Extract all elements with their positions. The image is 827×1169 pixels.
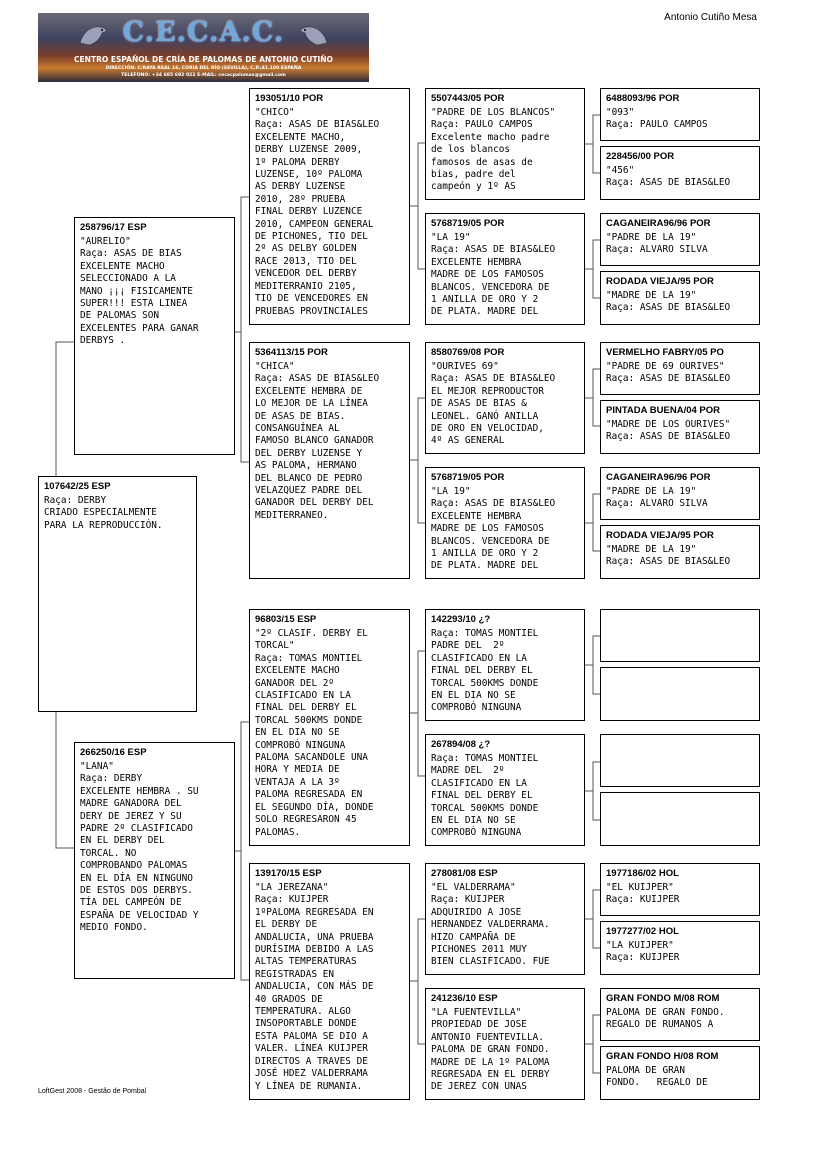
pedigree-card-great-grandparent[interactable]: [425, 213, 585, 325]
card-description: "LA KUIJPER" Raça: KUIJPER: [606, 940, 680, 964]
pedigree-card-ancestor[interactable]: [600, 146, 760, 200]
ring-number: 228456/00 POR: [606, 151, 675, 162]
card-description: "OURIVES 69" Raça: ASAS DE BIAS&LEO EL MEJOR REPRODUCTOR DE ASAS DE BIAS & LEONEL. GANÓ ANILLA DE ORO EN VELOCIDAD, 4º AS GENERAL: [431, 361, 556, 447]
pedigree-card-ancestor[interactable]: [600, 88, 760, 141]
ring-number: 5507443/05 POR: [431, 93, 505, 104]
pedigree-card-dam[interactable]: [74, 742, 235, 979]
card-description: "MADRE DE LA 19" Raça: ASAS DE BIAS&LEO: [606, 544, 731, 568]
pedigree-card-ancestor[interactable]: [600, 342, 760, 395]
ring-number: 6488093/96 POR: [606, 93, 680, 104]
pedigree-card-sire[interactable]: [74, 217, 235, 455]
card-description: Raça: TOMAS MONTIEL PADRE DEL 2º CLASIFICADO EN LA FINAL DEL DERBY EL TORCAL 500KMS DONDE EN EL DIA NO SE COMPROBÓ NINGUNA: [431, 628, 539, 714]
card-description: PALOMA DE GRAN FONDO. REGALO DE RUMANOS A: [606, 1007, 725, 1031]
ring-number: 258796/17 ESP: [80, 222, 147, 233]
pedigree-card-subject[interactable]: [38, 476, 197, 712]
card-description: "LA JEREZANA" Raça: KUIJPER 1ºPALOMA REGRESADA EN EL DERBY DE ANDALUCIA, UNA PRUEBA DURÍSIMA DEBIDO A LAS ALTAS TEMPERATURAS REGISTRADAS EN ANDALUCIA, CON MÁS DE 40 GRADOS DE TEMPERATURA. ALGO INSOPORTABLE DONDE ESTA PALOMA SE DIO A VALER. LÍNEA KUIJPER DIRECTOS A TRAVES DE JOSÉ HDEZ VALDERRAMA Y LÍNEA DE RUMANIA.: [255, 882, 374, 1092]
pedigree-card-grandparent[interactable]: [249, 863, 410, 1100]
ring-number: 1977277/02 HOL: [606, 926, 679, 937]
card-description: "EL KUIJPER" Raça: KUIJPER: [606, 882, 680, 906]
banner-address: DIRECCIÓN: C/RAYA REAL 16, CORIA DEL RÍO (SEVILLA), C.P.:41.100 ESPAÑA: [105, 66, 302, 71]
pedigree-card-ancestor[interactable]: [600, 525, 760, 579]
pedigree-card-great-grandparent[interactable]: [425, 467, 585, 579]
ring-number: 142293/10 ¿?: [431, 614, 491, 625]
card-description: "LA 19" Raça: ASAS DE BIAS&LEO EXCELENTE HEMBRA MADRE DE LOS FAMOSOS BLANCOS. VENCEDORA DE 1 ANILLA DE ORO Y 2 DE PLATA. MADRE DEL: [431, 232, 556, 318]
ring-number: 193051/10 POR: [255, 93, 324, 104]
pedigree-card-grandparent[interactable]: [249, 88, 410, 325]
ring-number: 241236/10 ESP: [431, 993, 498, 1004]
pedigree-card-ancestor[interactable]: [600, 400, 760, 454]
ring-number: 5768719/05 POR: [431, 218, 505, 229]
pedigree-card-grandparent[interactable]: [249, 342, 410, 579]
card-description: "LANA" Raça: DERBY EXCELENTE HEMBRA . SU MADRE GANADORA DEL DERY DE JEREZ Y SU PADRE 2º CLASIFICADO EN EL DERBY DEL TORCAL. NO COMPROBANDO PALOMAS EN EL DÍA EN NINGUNO DE ESTOS DOS DERBYS. TÍA DEL CAMPEÓN DE ESPAÑA DE VELOCIDAD Y MEDIO FONDO.: [80, 761, 199, 934]
banner-title: C.E.C.A.C.: [122, 17, 285, 48]
ring-number: 5364113/15 POR: [255, 347, 328, 358]
ring-number: VERMELHO FABRY/05 PO: [606, 347, 724, 358]
pedigree-card-great-grandparent[interactable]: [425, 734, 585, 846]
ring-number: RODADA VIEJA/95 POR: [606, 530, 714, 541]
card-description: "CHICA" Raça: ASAS DE BIAS&LEO EXCELENTE HEMBRA DE LO MEJOR DE LA LÍNEA DE ASAS DE BIAS. CONSANGUÍNEA AL FAMOSO BLANCO GANADOR DEL DERBY LUZENSE Y AS PALOMA, HERMANO DEL BLANCO DE PEDRO VELAZQUEZ PADRE DEL GANADOR DEL DERBY DEL MEDITERRANEO.: [255, 361, 380, 521]
owner-name: Antonio Cutiño Mesa: [664, 12, 757, 23]
ring-number: 267894/08 ¿?: [431, 739, 491, 750]
card-description: "PADRE DE LA 19" Raça: ALVARO SILVA: [606, 486, 708, 510]
pedigree-card-ancestor[interactable]: [600, 863, 760, 916]
card-description: "CHICO" Raça: ASAS DE BIAS&LEO EXCELENTE MACHO, DERBY LUZENSE 2009, 1º PALOMA DERBY LUZENSE, 10º PALOMA AS DERBY LUZENSE 2010, 28º PRUEBA FINAL DERBY LUZENCE 2010, CAMPEON GENERAL DE PICHONES, TIO DEL 2º AS DELBY GOLDEN RACE 2013, TIO DEL VENCEDOR DEL DERBY MEDITERRANIO 2105, TIO DE VENCEDORES EN PRUEBAS PROVINCIALES: [255, 107, 380, 317]
card-description: "MADRE DE LOS OURIVES" Raça: ASAS DE BIAS&LEO: [606, 419, 731, 443]
pedigree-card-ancestor-empty[interactable]: [600, 667, 760, 721]
card-description: "MADRE DE LA 19" Raça: ASAS DE BIAS&LEO: [606, 290, 731, 314]
pedigree-card-ancestor-empty[interactable]: [600, 609, 760, 662]
ring-number: 266250/16 ESP: [80, 747, 147, 758]
card-description: "PADRE DE 69 OURIVES" Raça: ASAS DE BIAS&LEO: [606, 361, 731, 385]
pedigree-card-ancestor[interactable]: [600, 213, 760, 266]
card-description: "PADRE DE LA 19" Raça: ALVARO SILVA: [606, 232, 708, 256]
card-description: "LA 19" Raça: ASAS DE BIAS&LEO EXCELENTE HEMBRA MADRE DE LOS FAMOSOS BLANCOS. VENCEDORA DE 1 ANILLA DE ORO Y 2 DE PLATA. MADRE DEL: [431, 486, 556, 572]
ring-number: PINTADA BUENA/04 POR: [606, 405, 721, 416]
ring-number: 5768719/05 POR: [431, 472, 505, 483]
card-description: Raça: TOMAS MONTIEL MADRE DEL 2º CLASIFICADO EN LA FINAL DEL DERBY EL TORCAL 500KMS DONDE EN EL DIA NO SE COMPROBÓ NINGUNA: [431, 753, 539, 839]
pedigree-card-ancestor-empty[interactable]: [600, 734, 760, 787]
pedigree-card-ancestor[interactable]: [600, 921, 760, 975]
banner-subtitle: CENTRO ESPAÑOL DE CRÍA DE PALOMAS DE ANTONIO CUTIÑO: [74, 55, 333, 64]
pedigree-card-ancestor[interactable]: [600, 1046, 760, 1100]
ring-number: GRAN FONDO M/08 ROM: [606, 993, 720, 1004]
pedigree-card-great-grandparent[interactable]: [425, 88, 585, 200]
ring-number: RODADA VIEJA/95 POR: [606, 276, 714, 287]
pedigree-card-great-grandparent[interactable]: [425, 609, 585, 721]
banner-contact: TELEFONO: +34 685 692 022 E-MAIL: cecacpalomas@gmail.com: [121, 73, 286, 78]
card-description: Raça: DERBY CRIADO ESPECIALMENTE PARA LA REPRODUCCIÓN.: [44, 495, 163, 531]
ring-number: 278081/08 ESP: [431, 868, 498, 879]
ring-number: 139170/15 ESP: [255, 868, 322, 879]
pedigree-card-ancestor[interactable]: [600, 467, 760, 520]
ring-number: 96803/15 ESP: [255, 614, 317, 625]
pedigree-card-ancestor[interactable]: [600, 988, 760, 1041]
ring-number: GRAN FONDO H/08 ROM: [606, 1051, 719, 1062]
card-description: "2º CLASIF. DERBY EL TORCAL" Raça: TOMAS MONTIEL EXCELENTE MACHO GANADOR DEL 2º CLASIFICADO EN LA FINAL DEL DERBY EL TORCAL 500KMS DONDE EN EL DIA NO SE COMPROBÓ NINGUNA PALOMA SACANDOLE UNA HORA Y MEDIA DE VENTAJA A LA 3º PALOMA REGRESADA EN EL SEGUNDO DÍA, DONDE SOLO REGRESARON 45 PALOMAS.: [255, 628, 374, 838]
card-description: "456" Raça: ASAS DE BIAS&LEO: [606, 165, 731, 189]
card-description: "EL VALDERRAMA" Raça: KUIJPER ADQUIRIDO A JOSE HERNANDEZ VALDERRAMA. HIZO CAMPAÑA DE PICHONES 2011 MUY BIEN CLASIFICADO. FUE: [431, 882, 550, 968]
card-description: "093" Raça: PAULO CAMPOS: [606, 107, 708, 131]
pedigree-card-great-grandparent[interactable]: [425, 863, 585, 975]
card-description: PALOMA DE GRAN FONDO. REGALO DE: [606, 1065, 708, 1089]
pedigree-card-great-grandparent[interactable]: [425, 988, 585, 1100]
cecac-banner-logo: [38, 13, 369, 82]
pedigree-card-grandparent[interactable]: [249, 609, 410, 846]
pedigree-card-ancestor[interactable]: [600, 271, 760, 325]
card-description: "AURELIO" Raça: ASAS DE BIAS EXCELENTE MACHO SELECCIONADO A LA MANO ¡¡¡ FISICAMENTE SUPER!!! ESTA LINEA DE PALOMAS SON EXCELENTES PARA GANAR DERBYS .: [80, 236, 199, 347]
ring-number: 1977186/02 HOL: [606, 868, 679, 879]
pedigree-card-great-grandparent[interactable]: [425, 342, 585, 454]
card-description: "PADRE DE LOS BLANCOS" Raça: PAULO CAMPOS Excelente macho padre de los blancos famosos de asas de bias, padre del campeón y 1º AS: [431, 107, 556, 193]
card-description: "LA FUENTEVILLA" PROPIEDAD DE JOSE ANTONIO FUENTEVILLA. PALOMA DE GRAN FONDO. MADRE DE LA 1º PALOMA REGRESADA EN EL DERBY DE JEREZ CON UNAS: [431, 1007, 550, 1093]
ring-number: CAGANEIRA96/96 POR: [606, 472, 711, 483]
ring-number: 8580769/08 POR: [431, 347, 505, 358]
footer-software-credit: LoftGest 2008 - Gestão de Pombal: [38, 1088, 147, 1095]
ring-number: 107642/25 ESP: [44, 481, 111, 492]
pedigree-card-ancestor-empty[interactable]: [600, 792, 760, 846]
ring-number: CAGANEIRA96/96 POR: [606, 218, 711, 229]
